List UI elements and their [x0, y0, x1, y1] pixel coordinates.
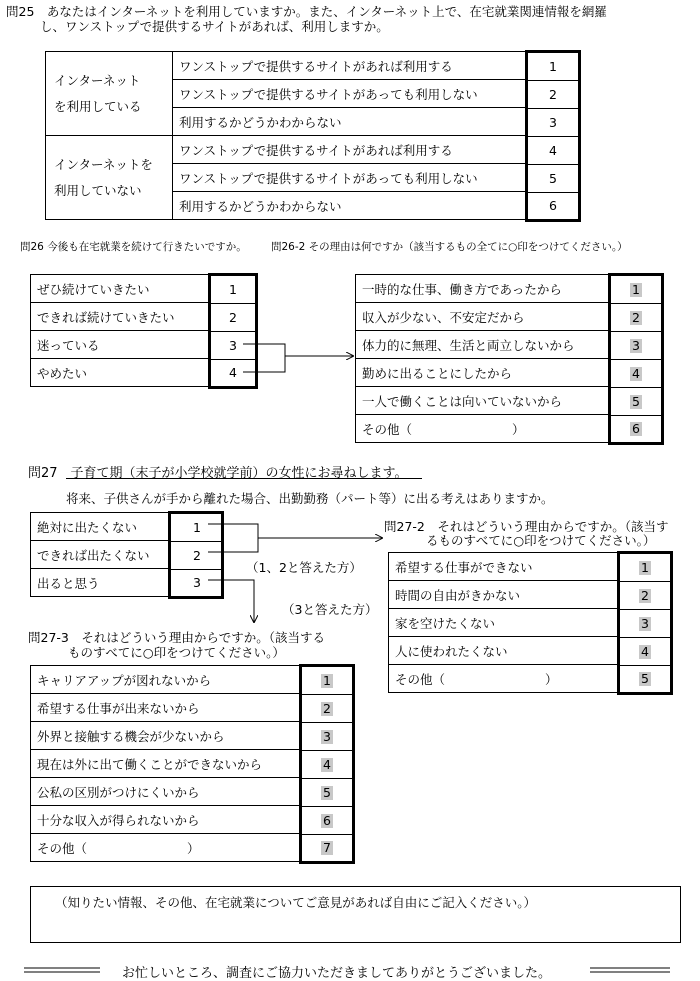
q25-num-6[interactable]: 6	[549, 198, 557, 213]
q27-3-option: 公私の区別がつけにくいから	[31, 778, 301, 806]
q26-2-num-4[interactable]: 4	[632, 366, 640, 381]
q27-num-1[interactable]: 1	[171, 514, 221, 542]
q27-3-num-6[interactable]: 6	[323, 813, 331, 828]
footer-thanks: お忙しいところ、調査にご協力いただきましてありがとうございました。	[122, 966, 552, 981]
q25-text-line1: 問25 あなたはインターネットを利用していますか。また、インターネット上で、在宅就業関連情報を網羅	[6, 4, 607, 19]
q27-3-option: その他（ ）	[31, 834, 301, 862]
q27-num-2[interactable]: 2	[171, 542, 221, 570]
q25-num-4[interactable]: 4	[528, 137, 578, 165]
q25-group-not-using: インターネットを 利用していない	[46, 136, 173, 220]
q27-bracket-line	[208, 524, 258, 552]
q27-option: 絶対に出たくない	[31, 513, 170, 541]
q27-num-3[interactable]: 3	[193, 575, 201, 590]
q27-3-option: 外界と接触する機会が少ないから	[31, 722, 301, 750]
q26-option: やめたい	[31, 359, 210, 387]
q26-2-num-1[interactable]: 1	[632, 282, 640, 297]
q25-option: 利用するかどうかわからない	[173, 108, 527, 136]
q27-question: 将来、子供さんが手から離れた場合、出勤勤務（パート等）に出る考えはありますか。	[66, 491, 554, 506]
q26-num-3[interactable]: 3	[211, 332, 255, 360]
q27-3-num-3[interactable]: 3	[323, 729, 331, 744]
q25-text-line2: し、ワンストップで提供するサイトがあれば、利用しますか。	[40, 19, 389, 34]
q27-option: できれば出たくない	[31, 541, 170, 569]
q26-2-option: 収入が少ない、不安定だから	[356, 303, 610, 331]
q25-num-3[interactable]: 3	[528, 109, 578, 137]
q27-2-num-5[interactable]: 5	[641, 671, 649, 686]
q27-3-text-line2: ものすべてに○印をつけてください。）	[68, 645, 285, 660]
q26-bracket-line	[243, 344, 285, 372]
q27-3-num-1[interactable]: 1	[323, 673, 331, 688]
q27-title: 問27 子育て期（末子が小学校就学前）の女性にお尋ねします。	[28, 466, 408, 481]
q26-2-num-5[interactable]: 5	[632, 394, 640, 409]
q26-2-option: 体力的に無理、生活と両立しないから	[356, 331, 610, 359]
q27-2-text-line1: 問27-2 それはどういう理由からですか。（該当す	[384, 519, 669, 534]
q27-3-option: 十分な収入が得られないから	[31, 806, 301, 834]
q26-2-question: 問26-2 その理由は何ですか（該当するもの全てに○印をつけてください。）	[271, 241, 628, 253]
q27-2-num-3[interactable]: 3	[641, 616, 649, 631]
q25-option: 利用するかどうかわからない	[173, 192, 527, 220]
q27-2-option: 希望する仕事ができない	[389, 553, 620, 581]
q27-3-num-4[interactable]: 4	[323, 757, 331, 772]
q25-option: ワンストップで提供するサイトがあれば利用する	[173, 136, 527, 164]
q26-num-1[interactable]: 1	[211, 276, 255, 304]
q27-3-text-line1: 問27-3 それはどういう理由からですか。（該当する	[28, 630, 325, 645]
q26-2-option: 勤めに出ることにしたから	[356, 359, 610, 387]
q27-3-option: キャリアアップが図れないから	[31, 666, 301, 694]
q25-num-2[interactable]: 2	[528, 81, 578, 109]
q27-3-num-2[interactable]: 2	[323, 701, 331, 716]
q27-3-option: 希望する仕事が出来ないから	[31, 694, 301, 722]
q27-2-num-4[interactable]: 4	[641, 644, 649, 659]
q26-option: できれば続けていきたい	[31, 303, 210, 331]
q27-option: 出ると思う	[31, 569, 170, 597]
q26-num-2[interactable]: 2	[211, 304, 255, 332]
q27-2-text-line2: るものすべてに○印をつけてください。）	[426, 533, 656, 548]
q26-question: 問26 今後も在宅就業を続けて行きたいですか。	[20, 241, 247, 253]
q26-option: 迷っている	[31, 331, 210, 359]
q25-group-using: インターネット を利用している	[46, 52, 173, 136]
q27-2-num-2[interactable]: 2	[641, 588, 649, 603]
q27-3-option: 現在は外に出て働くことができないから	[31, 750, 301, 778]
q26-2-option: その他（ ）	[356, 415, 610, 443]
q27-3-num-5[interactable]: 5	[323, 785, 331, 800]
q27-2-option: 家を空けたくない	[389, 609, 620, 637]
q25-option: ワンストップで提供するサイトがあれば利用する	[173, 52, 527, 80]
q27-arrow-line-3	[208, 580, 254, 622]
q27-2-option: 人に使われたくない	[389, 637, 620, 665]
q26-2-num-3[interactable]: 3	[632, 338, 640, 353]
q27-note-1-2: （1、2と答えた方）	[246, 560, 362, 575]
q27-2-num-1[interactable]: 1	[641, 560, 649, 575]
q26-2-option: 一時的な仕事、働き方であったから	[356, 275, 610, 303]
free-comment-prompt: （知りたい情報、その他、在宅就業についてご意見があれば自由にご記入ください。）	[55, 895, 537, 910]
free-comment-box[interactable]	[30, 886, 681, 943]
q26-option: ぜひ続けていきたい	[31, 275, 210, 303]
q25-option: ワンストップで提供するサイトがあっても利用しない	[173, 164, 527, 192]
q27-2-option: その他（ ）	[389, 665, 620, 693]
q26-2-option: 一人で働くことは向いていないから	[356, 387, 610, 415]
q25-num-1[interactable]: 1	[528, 53, 578, 81]
q26-num-4[interactable]: 4	[229, 365, 237, 380]
q26-2-num-2[interactable]: 2	[632, 310, 640, 325]
q26-2-num-6[interactable]: 6	[632, 421, 640, 436]
q27-3-num-7[interactable]: 7	[323, 840, 331, 855]
q25-option: ワンストップで提供するサイトがあっても利用しない	[173, 80, 527, 108]
q27-note-3: （3と答えた方）	[282, 602, 378, 617]
q27-2-option: 時間の自由がきかない	[389, 581, 620, 609]
q25-num-5[interactable]: 5	[528, 165, 578, 193]
